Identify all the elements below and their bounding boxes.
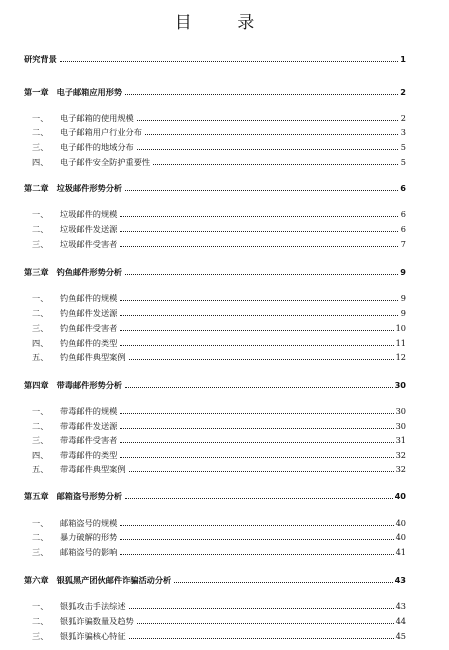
toc-page-number: 30 — [395, 406, 406, 416]
dot-leader — [120, 245, 398, 247]
toc-section-entry[interactable] — [24, 543, 406, 557]
toc-entry-number: 四、 — [32, 338, 49, 348]
toc-entry-number: 一、 — [32, 518, 49, 528]
toc-page-number: 40 — [395, 518, 406, 528]
toc-page-number: 9 — [400, 308, 406, 318]
toc-entry-number: 第六章 — [24, 575, 49, 585]
dot-leader — [145, 133, 398, 135]
toc-entry-title: 研究背景 — [24, 54, 57, 64]
toc-entry-number: 一、 — [32, 293, 49, 303]
toc-entry-title: 钓鱼邮件形势分析 — [56, 267, 123, 277]
toc-entry-number: 二、 — [32, 616, 49, 626]
dot-leader — [125, 386, 393, 388]
toc-entry-heading — [24, 127, 142, 137]
toc-page-number: 11 — [395, 338, 406, 348]
dot-leader — [129, 637, 394, 639]
toc-entry-heading — [24, 267, 122, 277]
toc-section-entry[interactable] — [24, 153, 406, 167]
toc-section-entry[interactable] — [24, 348, 406, 362]
toc-entry-heading — [24, 601, 126, 611]
toc-page-number: 5 — [400, 157, 406, 167]
toc-entry-title: 银狐黑产团伙邮件诈骗活动分析 — [56, 575, 172, 585]
toc-entry-heading — [24, 547, 117, 557]
toc-entry-title: 带毒邮件典型案例 — [60, 464, 126, 474]
dot-leader — [125, 93, 398, 95]
toc-chapter-entry[interactable] — [24, 179, 406, 193]
dot-leader — [120, 299, 398, 301]
toc-entry-title: 垃圾邮件的规模 — [60, 209, 118, 219]
toc-entry-title: 带毒邮件的类型 — [60, 450, 118, 460]
dot-leader — [60, 60, 398, 62]
toc-entry-number: 一、 — [32, 209, 49, 219]
toc-page-number: 32 — [395, 450, 406, 460]
toc-section-entry[interactable] — [24, 612, 406, 626]
toc-entry-title: 银狐攻击手法综述 — [60, 601, 126, 611]
toc-entry-number: 第二章 — [24, 183, 49, 193]
toc-section-entry[interactable] — [24, 138, 406, 152]
dot-leader — [129, 607, 394, 609]
toc-section-entry[interactable] — [24, 205, 406, 219]
dot-leader — [120, 344, 393, 346]
toc-page-number: 6 — [400, 209, 406, 219]
toc-entry-heading — [24, 293, 117, 303]
toc-entry-heading — [24, 616, 134, 626]
toc-entry-number: 第一章 — [24, 87, 49, 97]
toc-entry-number: 第五章 — [24, 491, 49, 501]
toc-entry-number: 第三章 — [24, 267, 49, 277]
toc-section-entry[interactable] — [24, 334, 406, 348]
toc-section-entry[interactable] — [24, 597, 406, 611]
toc-entry-heading — [24, 338, 117, 348]
toc-page-number: 9 — [400, 293, 406, 303]
toc-page-number: 6 — [400, 224, 406, 234]
dot-leader — [125, 497, 393, 499]
toc-entry-title: 钓鱼邮件典型案例 — [60, 352, 126, 362]
toc-page-number: 1 — [400, 54, 406, 64]
toc-entry-number: 四、 — [32, 157, 49, 167]
toc-entry-heading — [24, 464, 126, 474]
dot-leader — [120, 553, 393, 555]
toc-entry-title: 垃圾邮件形势分析 — [56, 183, 123, 193]
page-title: 目 录 — [174, 13, 275, 33]
toc-entry-heading — [24, 224, 117, 234]
toc-entry-heading — [24, 308, 117, 318]
toc-entry-title: 垃圾邮件发送源 — [60, 224, 118, 234]
toc-page-number: 40 — [395, 532, 406, 542]
toc-page-number: 43 — [394, 575, 406, 585]
toc-page-number: 3 — [400, 127, 406, 137]
toc-page-number: 45 — [395, 631, 406, 641]
toc-page-number: 30 — [394, 380, 406, 390]
toc-section-entry[interactable] — [24, 304, 406, 318]
dot-leader — [137, 119, 398, 121]
toc-entry-title: 电子邮件的地域分布 — [60, 142, 134, 152]
toc-entry-title: 钓鱼邮件发送源 — [60, 308, 118, 318]
toc-page-number: 44 — [395, 616, 406, 626]
toc-chapter-entry[interactable] — [24, 487, 406, 501]
toc-section-entry[interactable] — [24, 460, 406, 474]
toc-entry-title: 带毒邮件受害者 — [60, 435, 118, 445]
toc-entry-number: 二、 — [32, 532, 49, 542]
toc-entry-number: 三、 — [32, 323, 49, 333]
dot-leader — [129, 358, 394, 360]
toc-page-number: 43 — [395, 601, 406, 611]
toc-page-number: 31 — [395, 435, 406, 445]
toc-entry-number: 三、 — [32, 239, 49, 249]
toc-entry-heading — [24, 518, 117, 528]
toc-entry-number: 四、 — [32, 450, 49, 460]
toc-page-number: 6 — [400, 183, 406, 193]
dot-leader — [153, 163, 398, 165]
toc-entry-title: 邮箱盗号形势分析 — [56, 491, 123, 501]
toc-entry-number: 二、 — [32, 308, 49, 318]
toc-entry-number: 第四章 — [24, 380, 49, 390]
toc-entry-title: 电子邮箱应用形势 — [56, 87, 123, 97]
toc-section-entry[interactable] — [24, 109, 406, 123]
toc-page-number: 9 — [400, 267, 406, 277]
toc-entry-heading — [24, 450, 117, 460]
toc-chapter-entry[interactable] — [24, 376, 406, 390]
toc-entry-number: 二、 — [32, 224, 49, 234]
toc-page-number: 32 — [395, 464, 406, 474]
dot-leader — [174, 581, 392, 583]
toc-entry-heading — [24, 209, 117, 219]
toc-entry-title: 垃圾邮件受害者 — [60, 239, 118, 249]
toc-section-entry[interactable] — [24, 123, 406, 137]
toc-entry-number: 二、 — [32, 421, 49, 431]
toc-entry-heading — [24, 239, 117, 249]
toc-entry-number: 五、 — [32, 352, 49, 362]
toc-entry-heading — [24, 142, 134, 152]
toc-section-entry[interactable] — [24, 417, 406, 431]
dot-leader — [120, 441, 393, 443]
toc-entry-number: 二、 — [32, 127, 49, 137]
toc-page-number: 40 — [394, 491, 406, 501]
dot-leader — [120, 329, 393, 331]
toc-entry-title: 邮箱盗号的影响 — [60, 547, 118, 557]
toc-chapter-entry[interactable] — [24, 571, 406, 585]
toc-section-entry[interactable] — [24, 319, 406, 333]
toc-entry-heading — [24, 87, 122, 97]
toc-entry-title: 电子邮箱的使用规模 — [60, 113, 134, 123]
toc-entry-heading — [24, 491, 122, 501]
dot-leader — [120, 314, 398, 316]
dot-leader — [125, 189, 398, 191]
toc-entry-title: 钓鱼邮件的规模 — [60, 293, 118, 303]
toc-entry-number: 一、 — [32, 601, 49, 611]
toc-entry-number: 三、 — [32, 547, 49, 557]
toc-page-number: 5 — [400, 142, 406, 152]
toc-entry-title: 钓鱼邮件的类型 — [60, 338, 118, 348]
toc-entry-heading — [24, 113, 134, 123]
toc-section-entry[interactable] — [24, 514, 406, 528]
toc-page-number: 7 — [400, 239, 406, 249]
dot-leader — [120, 230, 398, 232]
toc-entry-number: 三、 — [32, 435, 49, 445]
toc-section-entry[interactable] — [24, 289, 406, 303]
toc-page-number: 2 — [400, 87, 406, 97]
toc-page-number: 10 — [395, 323, 406, 333]
toc-entry-number: 三、 — [32, 631, 49, 641]
toc-entry-title: 电子邮箱用户行业分布 — [60, 127, 142, 137]
dot-leader — [120, 456, 393, 458]
toc-entry-title: 带毒邮件的规模 — [60, 406, 118, 416]
toc-entry-heading — [24, 532, 117, 542]
toc-chapter-entry[interactable] — [24, 263, 406, 277]
toc-entry-number: 一、 — [32, 113, 49, 123]
toc-section-entry[interactable] — [24, 627, 406, 641]
toc-page-number: 30 — [395, 421, 406, 431]
dot-leader — [120, 427, 393, 429]
toc-page-number: 2 — [400, 113, 406, 123]
dot-leader — [125, 273, 398, 275]
toc-chapter-entry[interactable] — [24, 83, 406, 97]
toc-entry-title: 电子邮件安全防护重要性 — [60, 157, 151, 167]
toc-entry-title: 暴力破解的形势 — [60, 532, 118, 542]
toc-entry-number: 五、 — [32, 464, 49, 474]
toc-chapter-entry[interactable] — [24, 50, 406, 64]
toc-entry-heading — [24, 323, 117, 333]
toc-entry-title: 银狐诈骗数量及趋势 — [60, 616, 134, 626]
dot-leader — [120, 215, 398, 217]
toc-entry-heading — [24, 380, 122, 390]
dot-leader — [120, 524, 393, 526]
toc-entry-heading — [24, 435, 117, 445]
toc-entry-heading — [24, 157, 150, 167]
toc-section-entry[interactable] — [24, 528, 406, 542]
dot-leader — [137, 622, 394, 624]
toc-section-entry[interactable] — [24, 431, 406, 445]
toc-section-entry[interactable] — [24, 220, 406, 234]
toc-entry-title: 钓鱼邮件受害者 — [60, 323, 118, 333]
toc-entry-number: 三、 — [32, 142, 49, 152]
toc-entry-number: 一、 — [32, 406, 49, 416]
toc-page-number: 41 — [395, 547, 406, 557]
toc-page-number: 12 — [395, 352, 406, 362]
toc-entry-heading — [24, 352, 126, 362]
toc-entry-title: 带毒邮件发送源 — [60, 421, 118, 431]
toc-section-entry[interactable] — [24, 402, 406, 416]
toc-entry-heading — [24, 406, 117, 416]
dot-leader — [129, 470, 394, 472]
toc-section-entry[interactable] — [24, 446, 406, 460]
dot-leader — [120, 538, 393, 540]
toc-entry-title: 带毒邮件形势分析 — [56, 380, 123, 390]
toc-entry-heading — [24, 183, 122, 193]
dot-leader — [120, 412, 393, 414]
dot-leader — [137, 148, 398, 150]
toc-entry-heading — [24, 421, 117, 431]
toc-entry-title: 邮箱盗号的规模 — [60, 518, 118, 528]
toc-entry-heading — [24, 631, 126, 641]
toc-section-entry[interactable] — [24, 235, 406, 249]
toc-entry-heading — [24, 54, 57, 64]
toc-entry-title: 银狐诈骗核心特征 — [60, 631, 126, 641]
toc-entry-heading — [24, 575, 171, 585]
